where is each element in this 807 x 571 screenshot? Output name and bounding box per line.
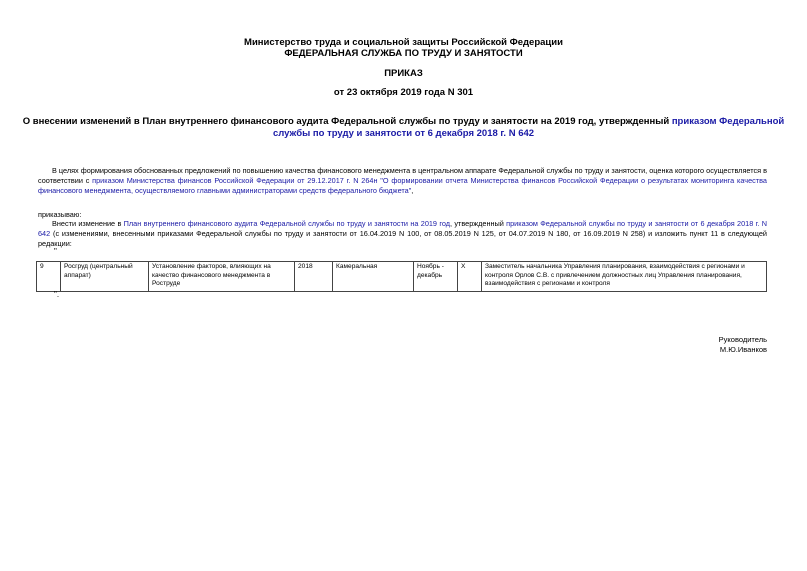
title-link-order-part1[interactable]: приказом Федеральной <box>671 116 785 127</box>
quote-open: " <box>54 247 57 256</box>
order-link-audit-plan[interactable]: План внутреннего финансового аудита Федеральной службы по труду и занятости на 2019 год <box>123 219 450 228</box>
quote-close: ". <box>54 290 60 299</box>
cell-responsible: Заместитель начальника Управления планирования, взаимодействия с регионами и контроля Орлов С.В. с привлечением должностных лиц Управления планирования, взаимодействия с регионами и контроля <box>482 262 767 292</box>
plan-table <box>36 261 767 292</box>
preamble-paragraph <box>38 166 767 196</box>
document-title <box>0 116 807 140</box>
title-link-order-part2[interactable]: службы по труду и занятости от 6 декабря 2018 г. N 642 <box>272 128 535 139</box>
document-type: ПРИКАЗ <box>384 68 423 79</box>
preamble-link-minfin-order[interactable]: приказом Министерства финансов Российской Федерации от 29.12.2017 г. N 264н "О формировании отчета Министерства финансов Российской Федерации о результатах мониторинга качества финансового менеджмента, осуществляемого главными администраторами средств федерального бюджета" <box>38 176 767 195</box>
title-text: О внесении изменений в План внутреннего финансового аудита Федеральной службы по труду и занятости на 2019 год, утвержденный <box>22 116 672 127</box>
preamble-text: В целях формирования обоснованных предложений по повышению качества финансового менеджмента в центральном аппарате Федеральной службы по труду и занятости, оценка которого осуществляется в соответствии с <box>38 166 767 185</box>
service-name: ФЕДЕРАЛЬНАЯ СЛУЖБА ПО ТРУДУ И ЗАНЯТОСТИ <box>284 48 523 59</box>
table-row <box>37 262 767 292</box>
cell-number: 9 <box>37 262 61 292</box>
order-text-3: (с изменениями, внесенными приказами Федеральной службы по труду и занятости от 16.04.2019 N 100, от 08.05.2019 N 125, от 04.07.2019 N 180, от 16.09.2019 N 258) и изложить пункт 11 в следующей редакции: <box>38 229 767 248</box>
order-text: Внести изменение в <box>52 219 124 228</box>
signature-position: Руководитель <box>718 335 767 344</box>
document-date-number: от 23 октября 2019 года N 301 <box>333 87 474 98</box>
ministry-name: Министерство труда и социальной защиты Российской Федерации <box>244 37 563 48</box>
cell-audit-period: Ноябрь - декабрь <box>414 262 458 292</box>
order-link-rostrud-order[interactable]: приказом Федеральной службы по труду и занятости от 6 декабря 2018 г. N 642 <box>38 219 767 238</box>
order-text-2: , утвержденный <box>449 219 507 228</box>
preamble-text-end: , <box>411 186 414 195</box>
cell-audit-object: Росгруд (центральный аппарат) <box>61 262 149 292</box>
cell-audit-year: 2018 <box>295 262 333 292</box>
cell-audit-method: Камеральная <box>333 262 414 292</box>
order-word: приказываю: <box>38 210 82 219</box>
cell-mark: X <box>458 262 482 292</box>
signature-name: М.Ю.Иванков <box>719 345 767 354</box>
cell-audit-topic: Установление факторов, влияющих на качество финансового менеджмента в Роструде <box>149 262 295 292</box>
order-paragraph <box>38 219 767 249</box>
